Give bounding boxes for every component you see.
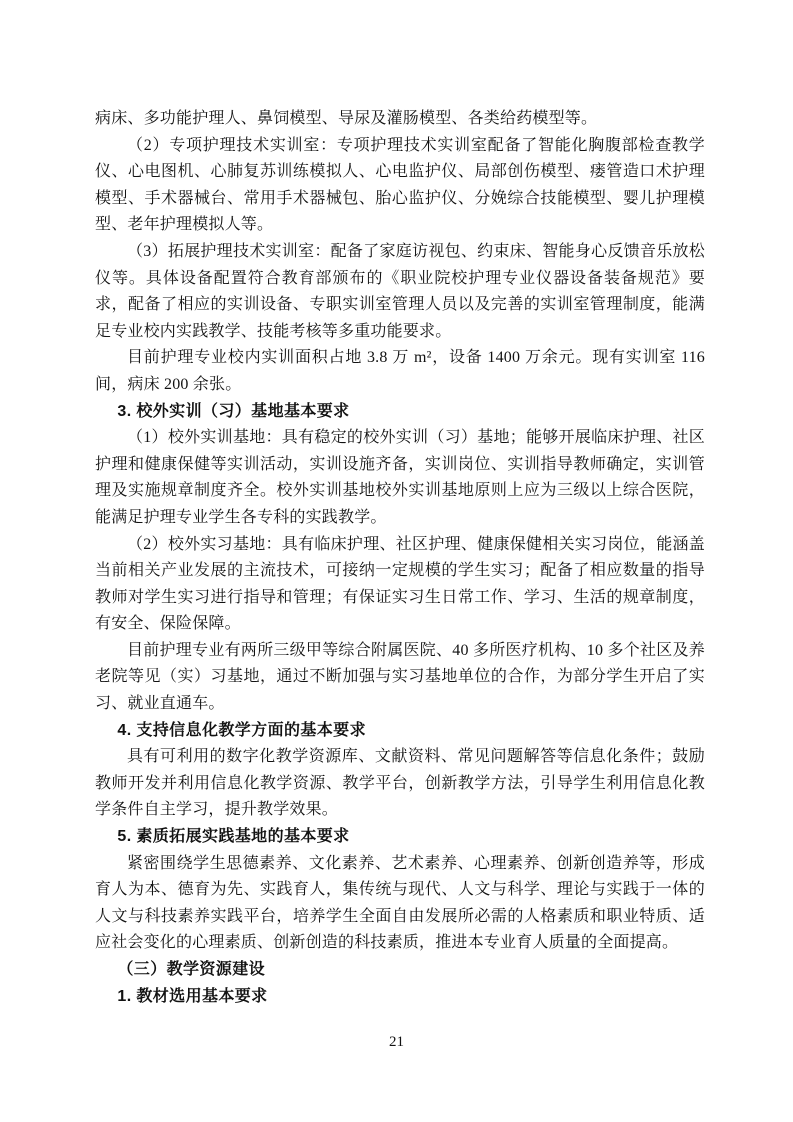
- paragraph-offcampus-internship-base: （2）校外实习基地：具有临床护理、社区护理、健康保健相关实习岗位，能涵盖当前相关产业发展的主流技术，可接纳一定规模的学生实习；配备了相应数量的指导教师对学生实习进行指导和管理；有保证实习生日常工作、学习、生活的规章制度，有安全、保险保障。: [95, 535, 705, 633]
- paragraph-offcampus-training-base: （1）校外实训基地：具有稳定的校外实训（习）基地；能够开展临床护理、社区护理和健康保健等实训活动，实训设施齐备，实训岗位、实训指导教师确定，实训管理及实施规章制度齐全。校外实训基地校外实训基地原则上应为三级以上综合医院，能满足护理专业学生各专科的实践教学。: [95, 429, 705, 526]
- paragraph-informatization-teaching: 具有可利用的数字化教学资源库、文献资料、常见问题解答等信息化条件；鼓励教师开发并利用信息化教学资源、教学平台，创新教学方法，引导学生利用信息化教学条件自主学习，提升教学效果。: [95, 748, 705, 819]
- text-block: [95, 106, 705, 1010]
- paragraph-extended-training-room: （3）拓展护理技术实训室：配备了家庭访视包、约束床、智能身心反馈音乐放松仪等。具体设备配置符合教育部颁布的《职业院校护理专业仪器设备装备规范》要求，配备了相应的实训设备、专职实训室管理人员以及完善的实训室管理制度，能满足专业校内实践教学、技能考核等多重功能要求。: [95, 242, 705, 340]
- paragraph-hospital-partners: 目前护理专业有两所三级甲等综合附属医院、40 多所医疗机构、10 多个社区及养老院等见（实）习基地，通过不断加强与实习基地单位的合作，为部分学生开启了实习、就业直通车。: [95, 641, 705, 713]
- continuation-paragraph: 病床、多功能护理人、鼻饲模型、导尿及灌肠模型、各类给药模型等。: [95, 110, 598, 127]
- heading-offcampus-training-base: 3. 校外实训（习）基地基本要求: [117, 402, 350, 420]
- paragraph-campus-facility-stats: 目前护理专业校内实训面积占地 3.8 万 m²，设备 1400 万余元。现有实训室 116 间，病床 200 余张。: [95, 349, 705, 393]
- page-number: 21: [389, 1034, 404, 1050]
- heading-quality-practice-base: 5. 素质拓展实践基地的基本要求: [117, 828, 350, 846]
- heading-textbook-selection: 1. 教材选用基本要求: [117, 987, 268, 1005]
- heading-informatization-teaching: 4. 支持信息化教学方面的基本要求: [117, 721, 366, 739]
- paragraph-special-training-room: （2）专项护理技术实训室：专项护理技术实训室配备了智能化胸腹部检查教学仪、心电图机、心肺复苏训练模拟人、心电监护仪、局部创伤模型、瘘管造口术护理模型、手术器械台、常用手术器械包、胎心监护仪、分娩综合技能模型、婴儿护理模型、老年护理模拟人等。: [95, 136, 705, 234]
- paragraph-quality-practice-base: 紧密围绕学生思德素养、文化素养、艺术素养、心理素养、创新创造养等，形成育人为本、德育为先、实践育人，集传统与现代、人文与科学、理论与实践于一体的人文与科技素养实践平台，培养学生全面自由发展所必需的人格素质和职业特质、适应社会变化的心理素质、创新创造的科技素质，推进本专业育人质量的全面提高。: [95, 854, 705, 952]
- heading-teaching-resources: （三）教学资源建设: [117, 961, 265, 978]
